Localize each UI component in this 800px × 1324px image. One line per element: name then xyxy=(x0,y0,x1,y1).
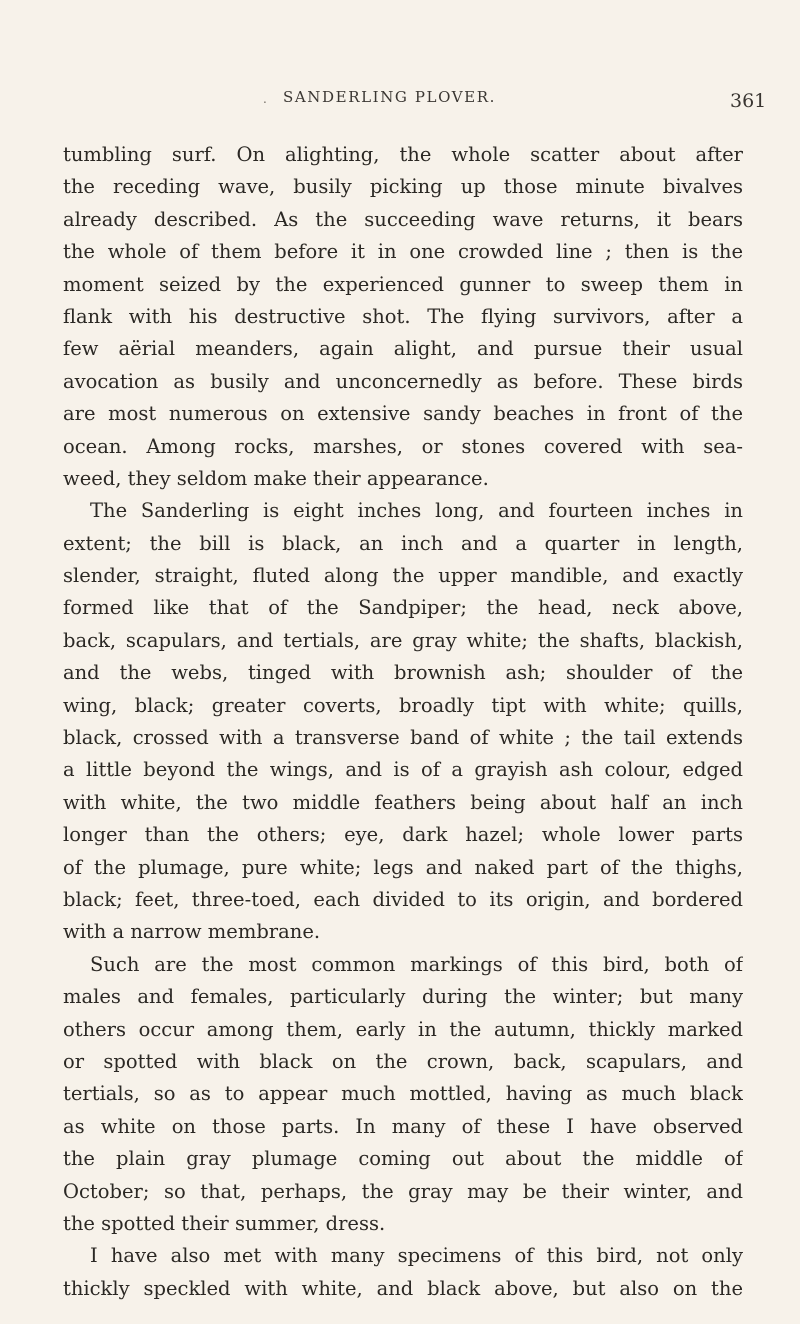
text-line: already described. As the succeeding wave returns, it bears xyxy=(63,207,743,231)
text-line: moment seized by the experienced gunner to sweep them in xyxy=(63,272,743,296)
text-line: a little beyond the wings, and is of a grayish ash colour, edged xyxy=(63,758,743,782)
text-line: tumbling surf. On alighting, the whole scatter about after xyxy=(63,143,743,166)
running-head xyxy=(0,86,800,120)
text-line: longer than the others; eye, dark hazel; whole lower parts xyxy=(63,823,743,847)
text-line: extent; the bill is black, an inch and a quarter in length, xyxy=(63,531,743,555)
text-line: flank with his destructive shot. The flying survivors, after a xyxy=(63,304,743,328)
text-line: formed like that of the Sandpiper; the head, neck above, xyxy=(63,596,743,620)
text-line: the spotted their summer, dress. xyxy=(63,1211,386,1235)
text-line: of the plumage, pure white; legs and naked part of the thighs, xyxy=(63,855,743,879)
text-line: or spotted with black on the crown, back, scapulars, and xyxy=(63,1049,743,1073)
text-line: weed, they seldom make their appearance. xyxy=(63,466,489,490)
paragraph-start-line: Such are the most common markings of this bird, both of xyxy=(90,952,743,976)
text-line: the receding wave, busily picking up those minute bivalves xyxy=(63,175,743,199)
text-line: slender, straight, fluted along the upper mandible, and exactly xyxy=(63,564,743,588)
text-line: black, crossed with a transverse band of white ; the tail extends xyxy=(63,726,743,750)
body-text xyxy=(63,139,743,1305)
paragraph-start-line: I have also met with many specimens of this bird, not only xyxy=(90,1244,743,1268)
text-line: avocation as busily and unconcernedly as before. These birds xyxy=(63,369,743,393)
text-line: males and females, particularly during the winter; but many xyxy=(63,985,743,1009)
text-line: the whole of them before it in one crowded line ; then is the xyxy=(63,240,743,264)
text-line: ocean. Among rocks, marshes, or stones covered with sea- xyxy=(63,434,743,458)
text-line: thickly speckled with white, and black above, but also on the xyxy=(63,1276,743,1300)
text-line: and the webs, tinged with brownish ash; shoulder of the xyxy=(63,661,743,685)
text-line: the plain gray plumage coming out about the middle of xyxy=(63,1147,743,1171)
paragraph-start-line: The Sanderling is eight inches long, and fourteen inches in xyxy=(90,499,743,523)
text-line: October; so that, perhaps, the gray may be their winter, and xyxy=(63,1179,743,1203)
text-line: with white, the two middle feathers being about half an inch xyxy=(63,790,743,814)
text-line: with a narrow membrane. xyxy=(63,920,321,944)
text-line: few aërial meanders, again alight, and pursue their usual xyxy=(63,337,743,361)
text-line: back, scapulars, and tertials, are gray white; the shafts, blackish, xyxy=(63,628,743,652)
text-line: others occur among them, early in the autumn, thickly marked xyxy=(63,1017,743,1041)
header-mark: . xyxy=(263,92,267,106)
text-line: are most numerous on extensive sandy beaches in front of the xyxy=(63,402,743,426)
text-line: as white on those parts. In many of these I have observed xyxy=(63,1114,743,1138)
text-line: tertials, so as to appear much mottled, having as much black xyxy=(63,1082,743,1106)
running-title: SANDERLING PLOVER. xyxy=(283,88,496,106)
page-number: 361 xyxy=(730,90,767,112)
text-line: black; feet, three-toed, each divided to its origin, and bordered xyxy=(63,887,743,911)
text-line: wing, black; greater coverts, broadly tipt with white; quills, xyxy=(63,693,743,717)
